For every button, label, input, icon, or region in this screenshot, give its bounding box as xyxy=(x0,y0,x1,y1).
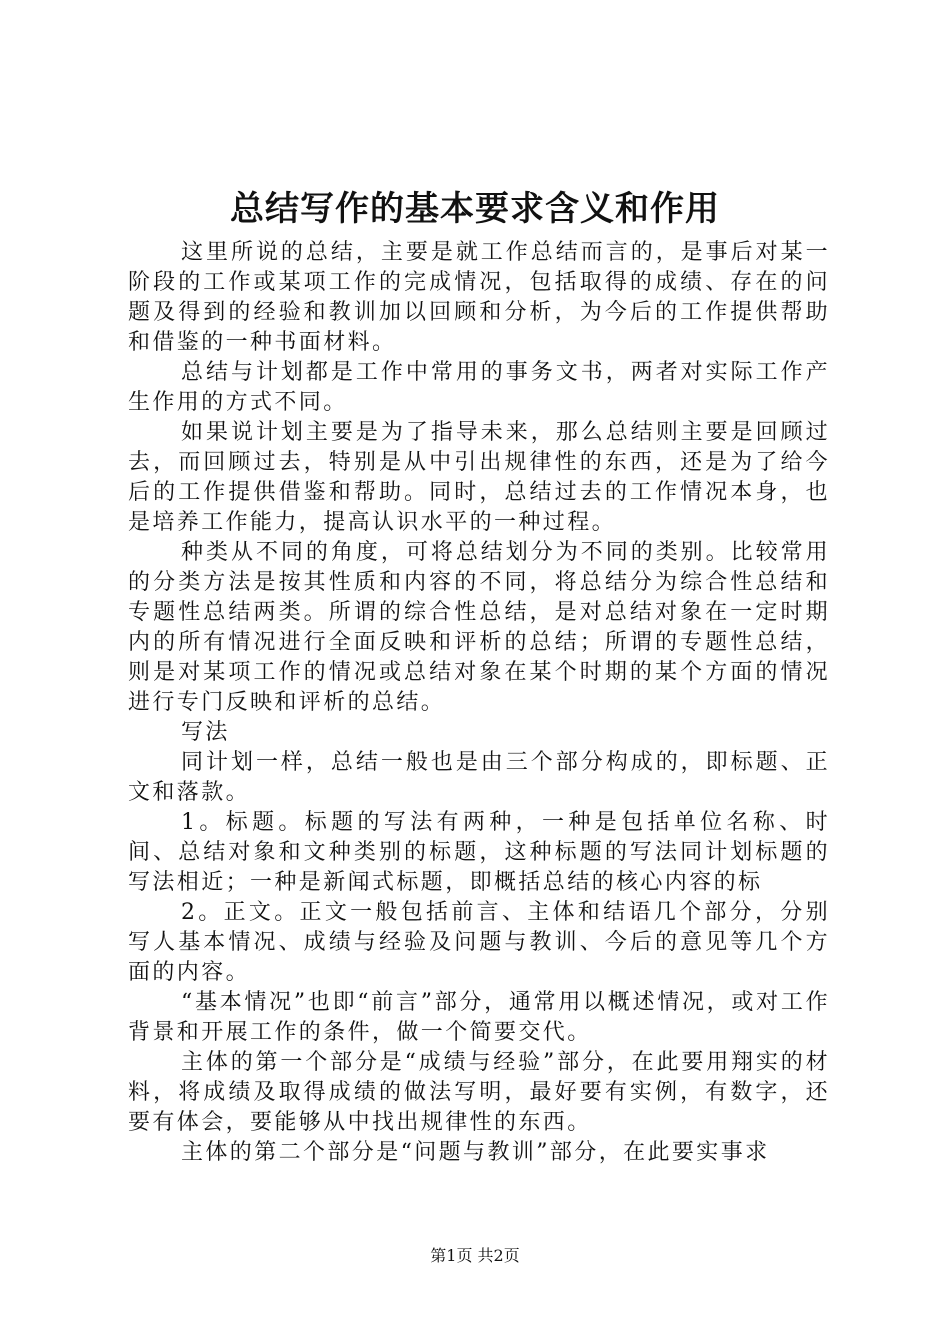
paragraph: “基本情况”也即“前言”部分，通常用以概述情况，或对工作背景和开展工作的条件，做一个简要交代。 xyxy=(128,990,830,1045)
paragraph: 种类从不同的角度，可将总结划分为不同的类别。比较常用的分类方法是按其性质和内容的不同，将总结分为综合性总结和专题性总结两类。所谓的综合性总结，是对总结对象在一定时期内的所有情况进行全面反映和评析的总结；所谓的专题性总结，则是对某项工作的情况或总结对象在某个时期的某个方面的情况进行专门反映和评析的总结。 xyxy=(128,540,830,715)
document-title: 总结写作的基本要求含义和作用 xyxy=(230,189,720,229)
paragraph: 同计划一样，总结一般也是由三个部分构成的，即标题、正文和落款。 xyxy=(128,750,830,805)
document-body xyxy=(128,238,830,1168)
paragraph: 主体的第一个部分是“成绩与经验”部分，在此要用翔实的材料，将成绩及取得成绩的做法写明，最好要有实例，有数字，还要有体会，要能够从中找出规律性的东西。 xyxy=(128,1050,830,1135)
page-number-footer: 第1页 共2页 xyxy=(430,1246,520,1265)
section-heading: 写法 xyxy=(181,720,230,745)
paragraph: 主体的第二个部分是“问题与教训”部分，在此要实事求 xyxy=(181,1140,770,1165)
paragraph: 2。正文。正文一般包括前言、主体和结语几个部分，分别写人基本情况、成绩与经验及问题与教训、今后的意见等几个方面的内容。 xyxy=(128,900,830,985)
paragraph: 如果说计划主要是为了指导未来，那么总结则主要是回顾过去，而回顾过去，特别是从中引出规律性的东西，还是为了给今后的工作提供借鉴和帮助。同时，总结过去的工作情况本身，也是培养工作能力，提高认识水平的一种过程。 xyxy=(128,420,830,535)
paragraph: 1。标题。标题的写法有两种，一种是包括单位名称、时间、总结对象和文种类别的标题，这种标题的写法同计划标题的写法相近；一种是新闻式标题，即概括总结的核心内容的标 xyxy=(128,810,830,895)
paragraph: 总结与计划都是工作中常用的事务文书，两者对实际工作产生作用的方式不同。 xyxy=(128,360,830,415)
paragraph: 这里所说的总结，主要是就工作总结而言的，是事后对某一阶段的工作或某项工作的完成情况，包括取得的成绩、存在的问题及得到的经验和教训加以回顾和分析，为今后的工作提供帮助和借鉴的一种书面材料。 xyxy=(128,240,830,355)
